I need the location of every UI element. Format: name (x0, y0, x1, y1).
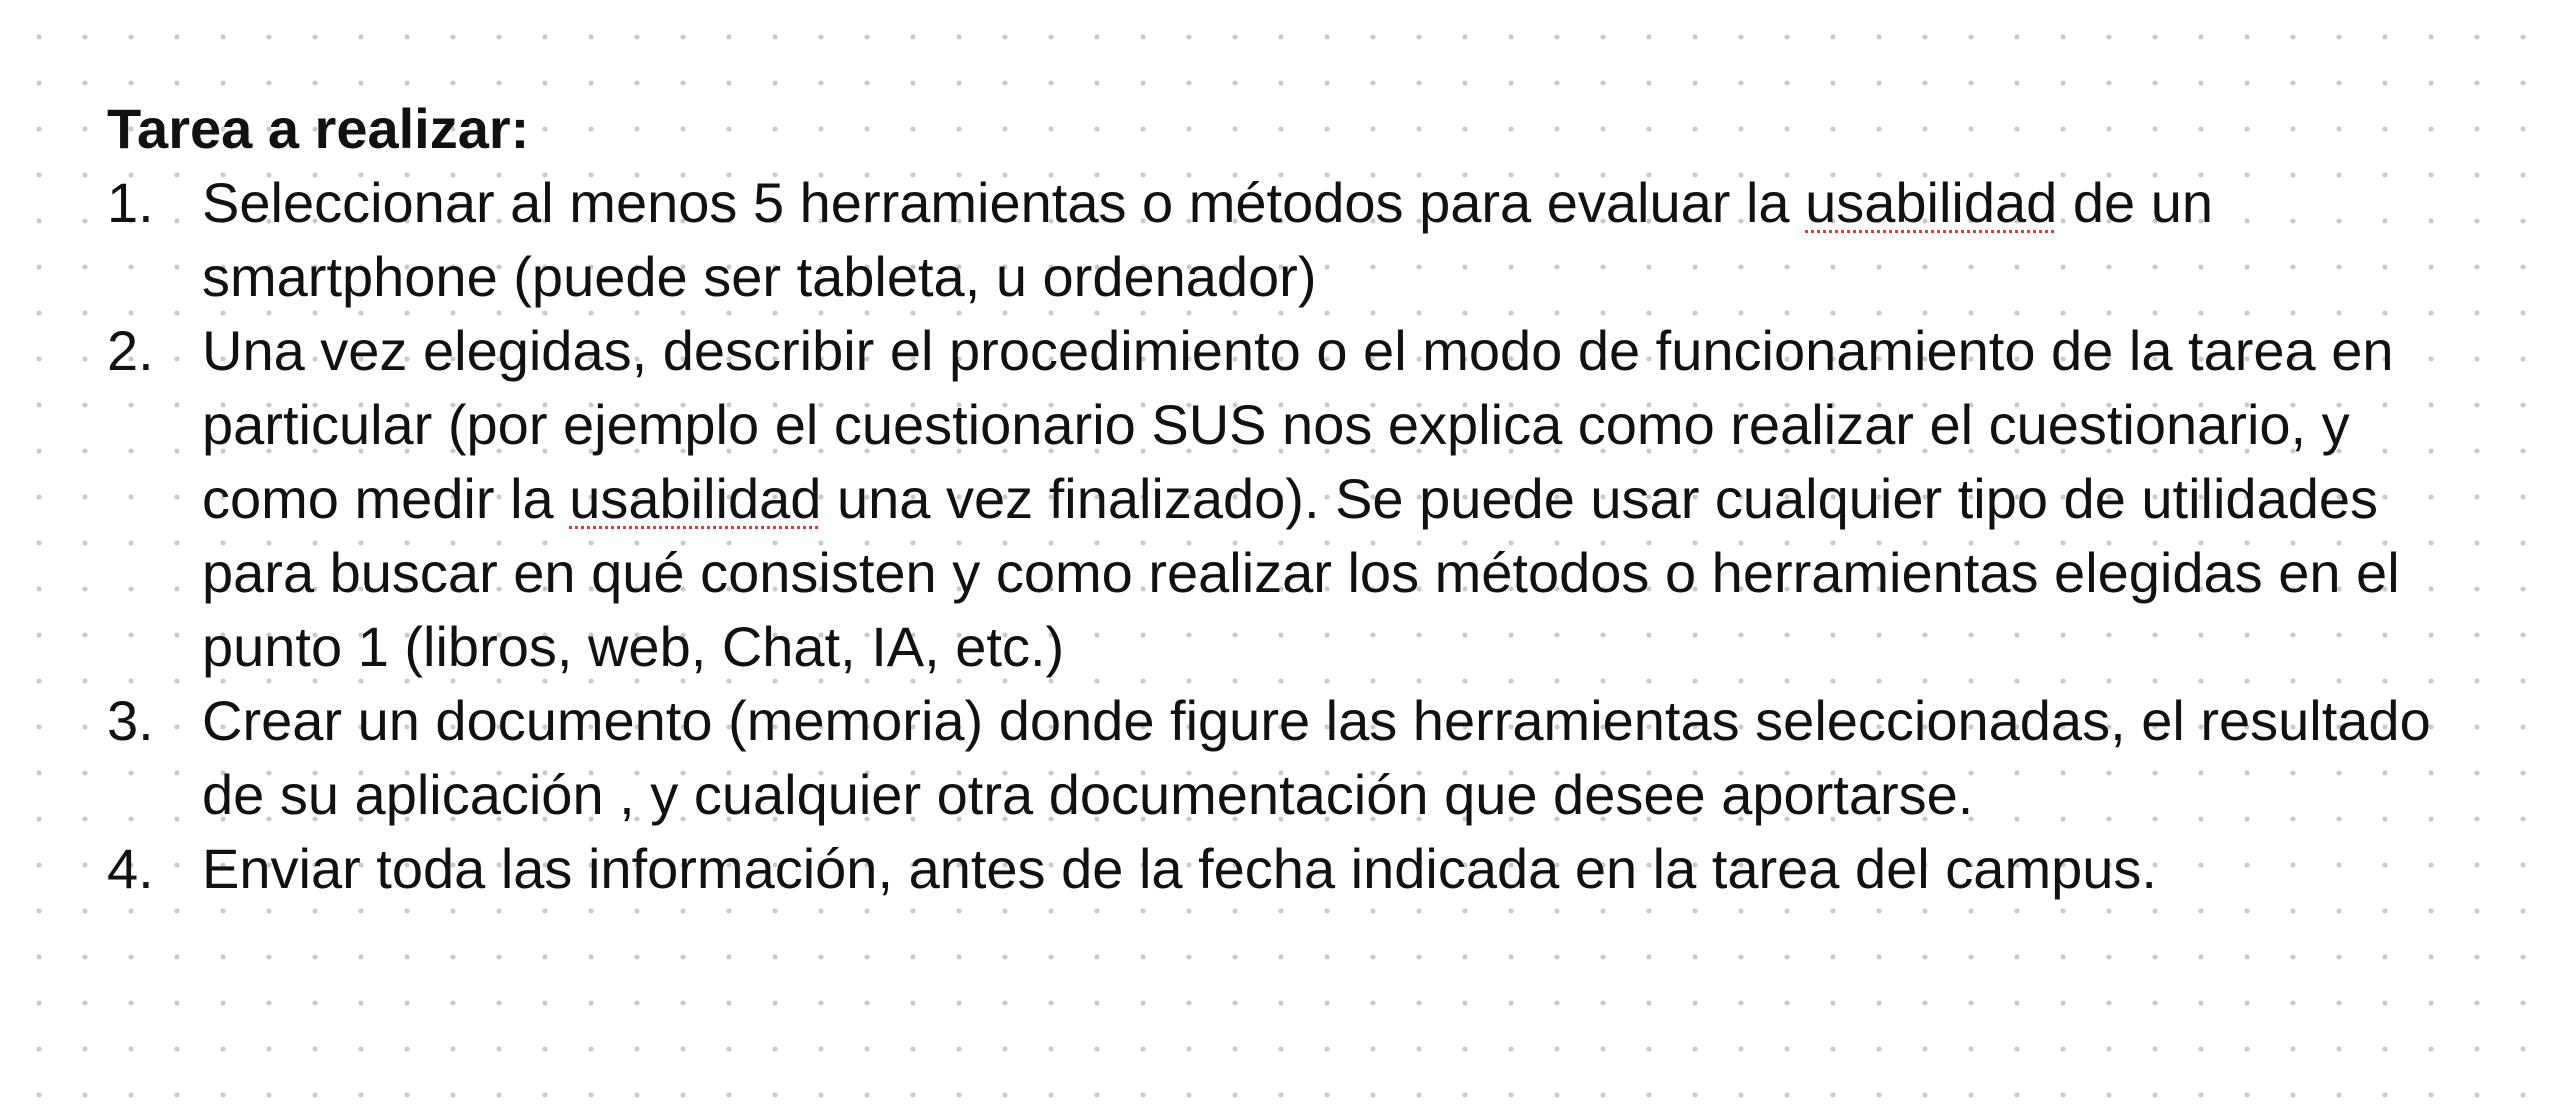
text-segment: una vez finalizado). Se puede usar cualquier tipo de utilidades para buscar en qué consisten y como realizar los métodos o herramientas elegidas en el punto 1 (libros, web, Chat, IA, etc.) (202, 467, 2400, 678)
list-item-text (202, 166, 2487, 314)
task-document (107, 92, 2487, 906)
list-item (107, 166, 2487, 314)
task-list (107, 166, 2487, 906)
list-item (107, 832, 2487, 906)
misspelled-word: usabilidad (569, 467, 822, 530)
list-item (107, 684, 2487, 832)
list-item-text: Crear un documento (memoria) donde figure las herramientas seleccionadas, el resultado de su aplicación , y cualquier otra documentación que desee aportarse. (202, 689, 2431, 826)
list-item-text (202, 314, 2487, 684)
list-item-number: 4. (107, 837, 154, 900)
text-segment: de un smartphone (puede ser tableta, u ordenador) (202, 171, 2213, 308)
list-item-text: Enviar toda las información, antes de la fecha indicada en la tarea del campus. (202, 837, 2157, 900)
text-segment: Una vez elegidas, describir el procedimiento o el modo de funcionamiento de la tarea en particular (por ejemplo el cuestionario SUS nos explica como realizar el cuestionario, y como medir la (202, 319, 2394, 530)
misspelled-word: usabilidad (1805, 171, 2058, 234)
document-title: Tarea a realizar: (107, 97, 530, 160)
list-item-number: 2. (107, 319, 154, 382)
list-item (107, 314, 2487, 684)
list-item-number: 3. (107, 689, 154, 752)
list-item-number: 1. (107, 171, 154, 234)
text-segment: Seleccionar al menos 5 herramientas o métodos para evaluar la (202, 171, 1806, 234)
